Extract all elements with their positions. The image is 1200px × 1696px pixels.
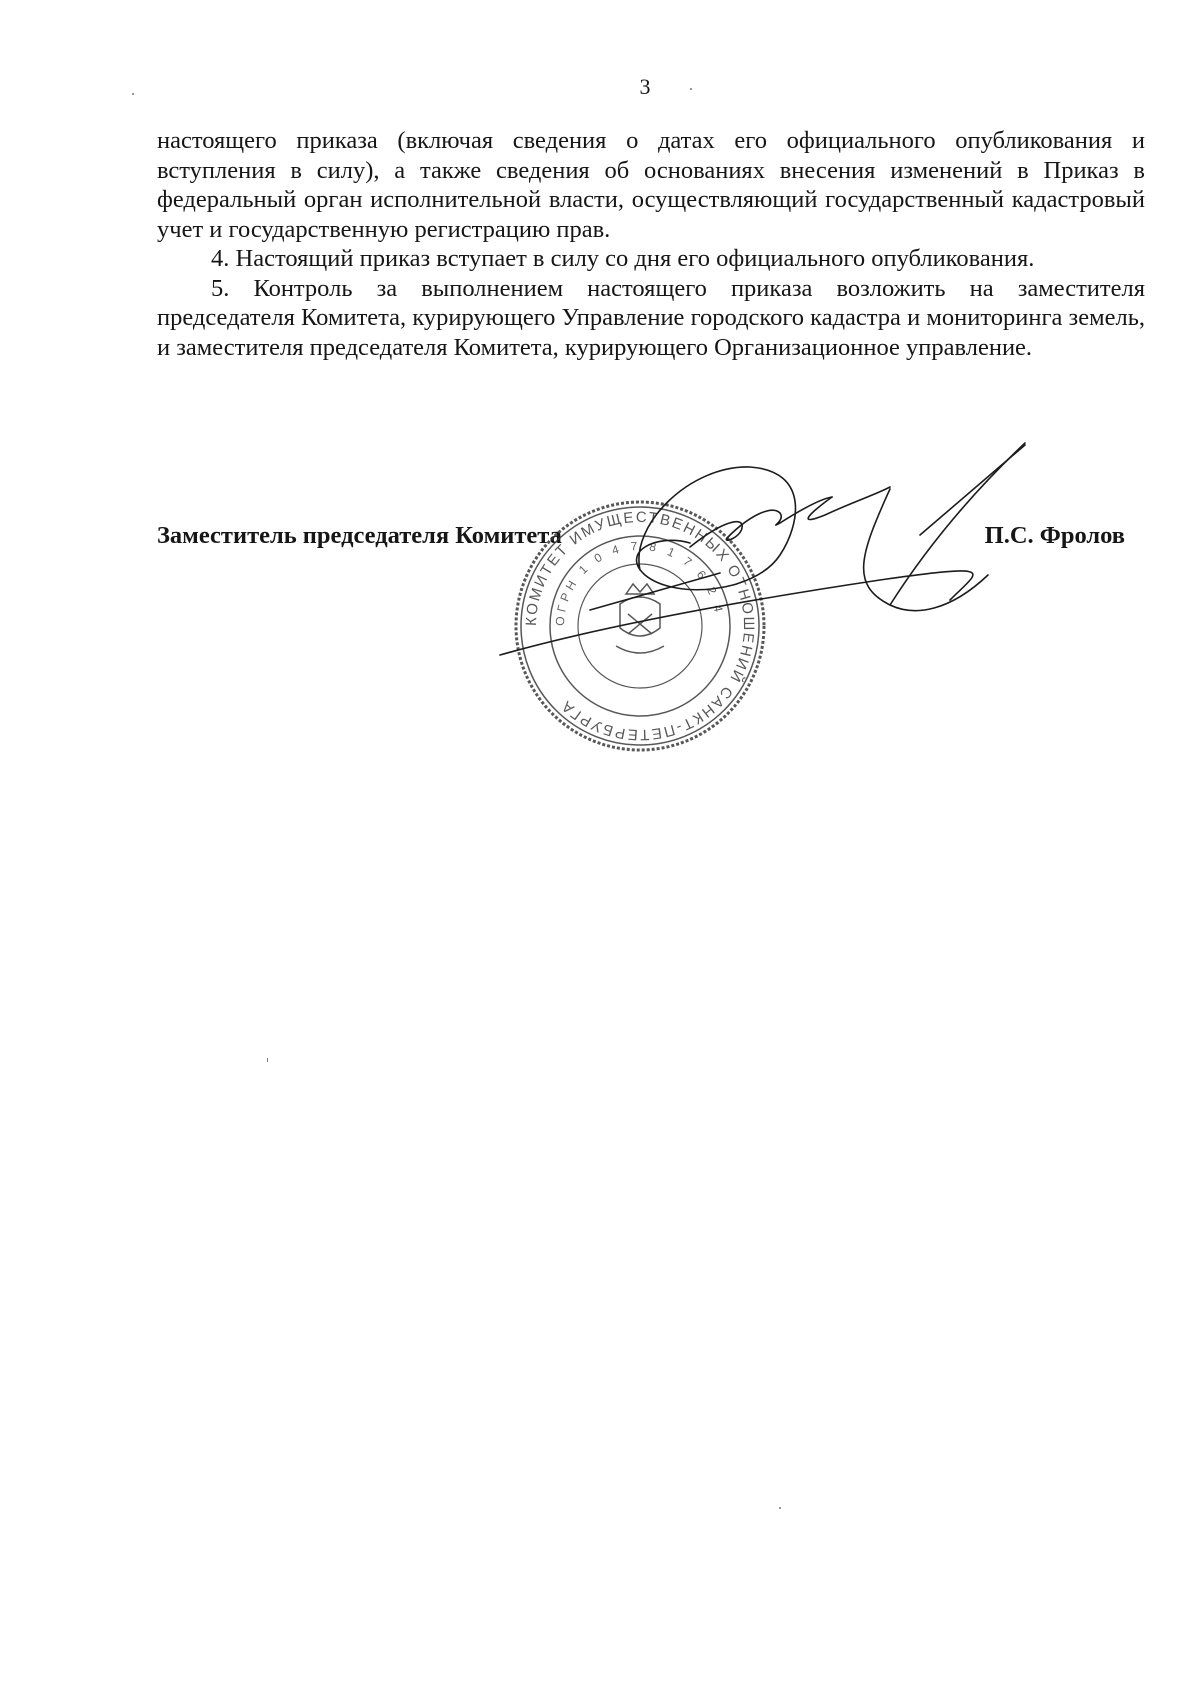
handwritten-signature — [480, 425, 1040, 685]
paragraph-item-4: 4. Настоящий приказ вступает в силу со дня его официального опубликования. — [211, 245, 1035, 272]
signer-position: Заместитель председателя Комитета — [157, 522, 562, 549]
signer-name: П.С. Фролов — [984, 522, 1125, 549]
stamp-outer-text: КОМИТЕТ ИМУЩЕСТВЕННЫХ ОТНОШЕНИЙ САНКТ-ПЕТЕРБУРГА — [522, 508, 758, 744]
page-number: 3 — [639, 74, 651, 99]
stamp-inner-text: ОГРН 1 0 4 7 8 1 7 6 2 4 — [552, 538, 727, 627]
paragraph-item-5: 5. Контроль за выполнением настоящего приказа возложить на заместителя председателя Комитета, курирующего Управление городского кадастра и мониторинга земель, и заместителя председателя Комитета, курирующего Организационное управление. — [157, 274, 1145, 361]
scan-speck — [267, 1058, 268, 1062]
scan-speck — [690, 88, 692, 90]
document-body — [157, 126, 1145, 362]
paragraph-continuation: настоящего приказа (включая сведения о датах его официального опубликования и вступления в силу), а также сведения об основаниях внесения изменений в Приказ в федеральный орган исполнительной власти, осуществляющий государственный кадастровый учет и государственную регистрацию прав. — [157, 127, 1145, 243]
scan-speck — [779, 1507, 781, 1509]
scan-speck — [132, 93, 134, 95]
